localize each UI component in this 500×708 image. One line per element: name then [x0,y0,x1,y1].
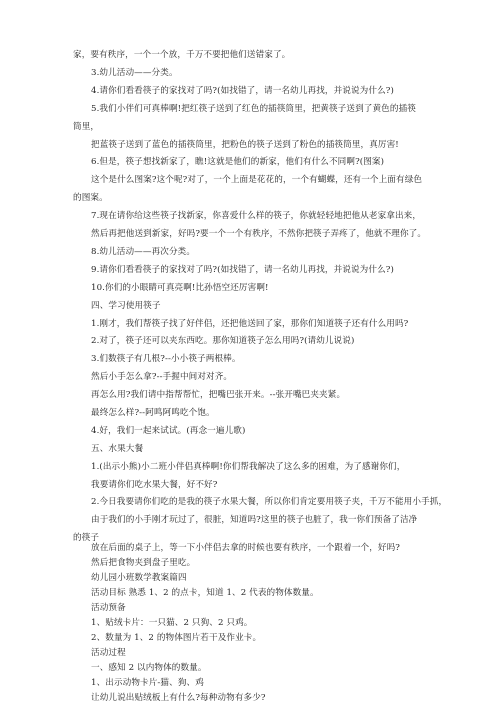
text-line: 9.请你们看看筷子的家找对了吗?(如找错了，请一名幼儿再找，并说说为什么?) [91,265,394,275]
text-line: 3.们数筷子有几根?--小小筷子两根棒。 [91,354,241,364]
text-line: 这个是什么图案?这个呢?对了，一个上面是花花的，一个有蝴蝶，还有一个上面有绿色 [91,175,423,185]
text-line: 然后小手怎么拿?--手握中间对对齐。 [91,372,233,382]
text-line: 2、数量为 1、2 的物体图片若干及作业卡。 [91,633,262,643]
text-line: 8.幼儿活动——再次分类。 [91,247,196,257]
text-line: 活动目标 熟悉 1、2 的点卡，知道 1、2 代表的物体数量。 [91,588,319,598]
text-line: 最终怎么样?--阿鸣阿鸣吃个饱。 [91,408,215,418]
text-line: 再怎么用?我们请中指帮帮忙，把嘴巴张开来。--张开嘴巴夹夹紧。 [91,390,346,400]
text-line: 筒里， [73,122,100,132]
text-line: 然后再把他送到新家，好吗?要一个一个有秩序，不然你把筷子弄疼了，他就不理你了。 [91,229,427,239]
text-line: 家，要有秩序，一个一个放，千万不要把他们送错家了。 [73,50,291,60]
text-line: 2.对了，筷子还可以夹东西吃。那你知道筷子怎么用吗?(请幼儿说说) [91,336,355,346]
text-line: 5.我们小伴们可真棒啊!把红筷子送到了红色的插筷筒里，把黄筷子送到了黄色的插筷 [91,104,416,114]
text-line: 的图案。 [73,193,108,203]
section-heading: 活动预备 [91,603,126,613]
text-line: 我要请你们吃水果大餐，好不好? [91,480,218,490]
section-heading: 活动过程 [91,648,126,658]
text-line: 7.现在请你给这些筷子找新家，你喜爱什么样的筷子，你就轻轻地把他从老家拿出来， [91,211,422,221]
text-line: 把蓝筷子送到了蓝色的插筷筒里，把粉色的筷子送到了粉色的插筷筒里，真厉害! [91,140,399,150]
text-line: 一、感知 2 以内物体的数量。 [91,663,207,673]
section-heading: 幼儿园小班数学教案篇四 [91,573,187,583]
text-line: 的筷子 [73,533,100,543]
text-line: 1.(出示小熊)小二班小伴侣真棒啊!你们帮我解决了这么多的困难，为了感谢你们， [91,462,406,472]
text-line: 2.今日我要请你们吃的是我的筷子水果大餐，所以你们肯定要用筷子夹，千万不能用小手抓， [91,497,448,507]
text-line: 由于我们的小手刚才玩过了，很脏，知道吗?这里的筷子也脏了，我一你们预备了洁净 [91,515,418,525]
text-line: 放在后面的桌子上，等一下小伴侣去拿的时候也要有秩序，一个跟着一个，好吗? [91,543,400,553]
section-heading: 五、水果大餐 [91,444,144,454]
text-line: 1.刚才，我们帮筷子找了好伴侣，还把他送回了家，那你们知道筷子还有什么用吗? [91,319,409,329]
text-line: 6.但是，筷子想找新家了，瞧!这就是他们的新家，他们有什么不同啊?(图案) [91,157,385,167]
text-line: 4.请你们看看筷子的家找对了吗?(如找错了，请一名幼儿再找，并说说为什么?) [91,86,394,96]
text-line: 10.你们的小眼睛可真亮啊!比孙悟空还厉害啊! [91,283,269,293]
text-line: 3.幼儿活动——分类。 [91,68,178,78]
text-line: 然后把食物夹到盘子里吃。 [91,558,196,568]
text-line: 1、贴绒卡片：一只猫、2 只狗、2 只鸡。 [91,618,253,628]
text-line: 让幼儿说出贴绒板上有什么?每种动物有多少? [91,693,266,703]
text-line: 1、出示动物卡片-猫、狗、鸡 [91,678,204,688]
text-line: 4.好，我们一起来试试。(再念一遍儿歌) [91,426,246,436]
section-heading: 四、学习使用筷子 [91,301,161,311]
